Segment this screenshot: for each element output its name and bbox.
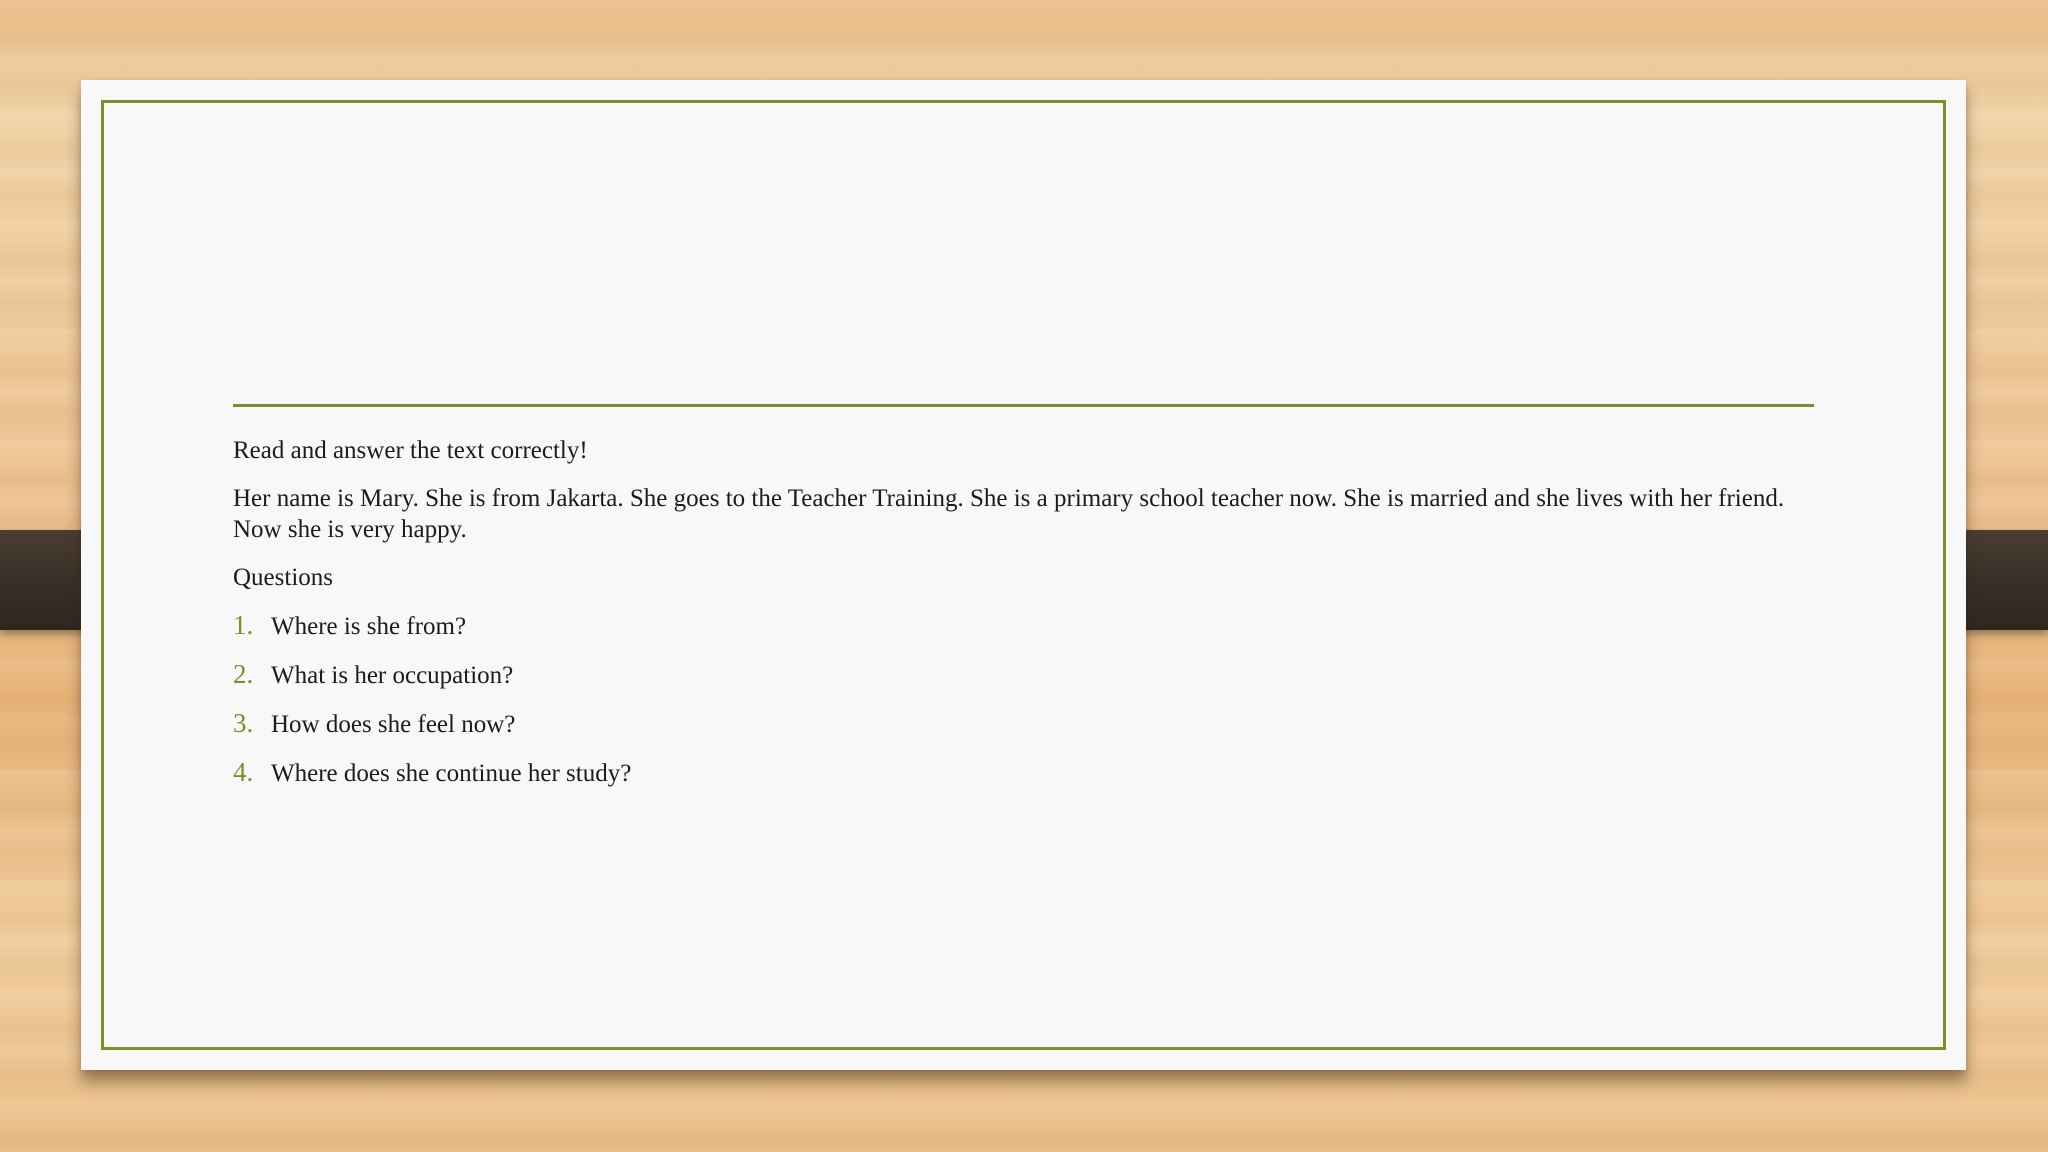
question-number: 4. — [233, 757, 254, 787]
title-divider-line — [233, 404, 1814, 407]
slide-content — [233, 435, 1833, 806]
question-text: How does she feel now? — [271, 711, 516, 738]
question-text: Where does she continue her study? — [271, 760, 632, 787]
question-item — [233, 708, 1833, 740]
question-number: 2. — [233, 659, 254, 689]
questions-list — [233, 610, 1833, 789]
question-item — [233, 659, 1833, 691]
slide — [81, 80, 1966, 1070]
questions-heading: Questions — [233, 564, 333, 591]
question-item — [233, 610, 1833, 642]
question-item — [233, 757, 1833, 789]
reading-passage: Her name is Mary. She is from Jakarta. She goes to the Teacher Training. She is a primary school teacher now. She is married and she lives with her friend. Now she is very happy. — [233, 485, 1785, 543]
question-text: What is her occupation? — [271, 662, 514, 689]
question-number: 3. — [233, 708, 254, 738]
question-text: Where is she from? — [271, 613, 467, 640]
instruction-text: Read and answer the text correctly! — [233, 437, 588, 464]
question-number: 1. — [233, 610, 254, 640]
